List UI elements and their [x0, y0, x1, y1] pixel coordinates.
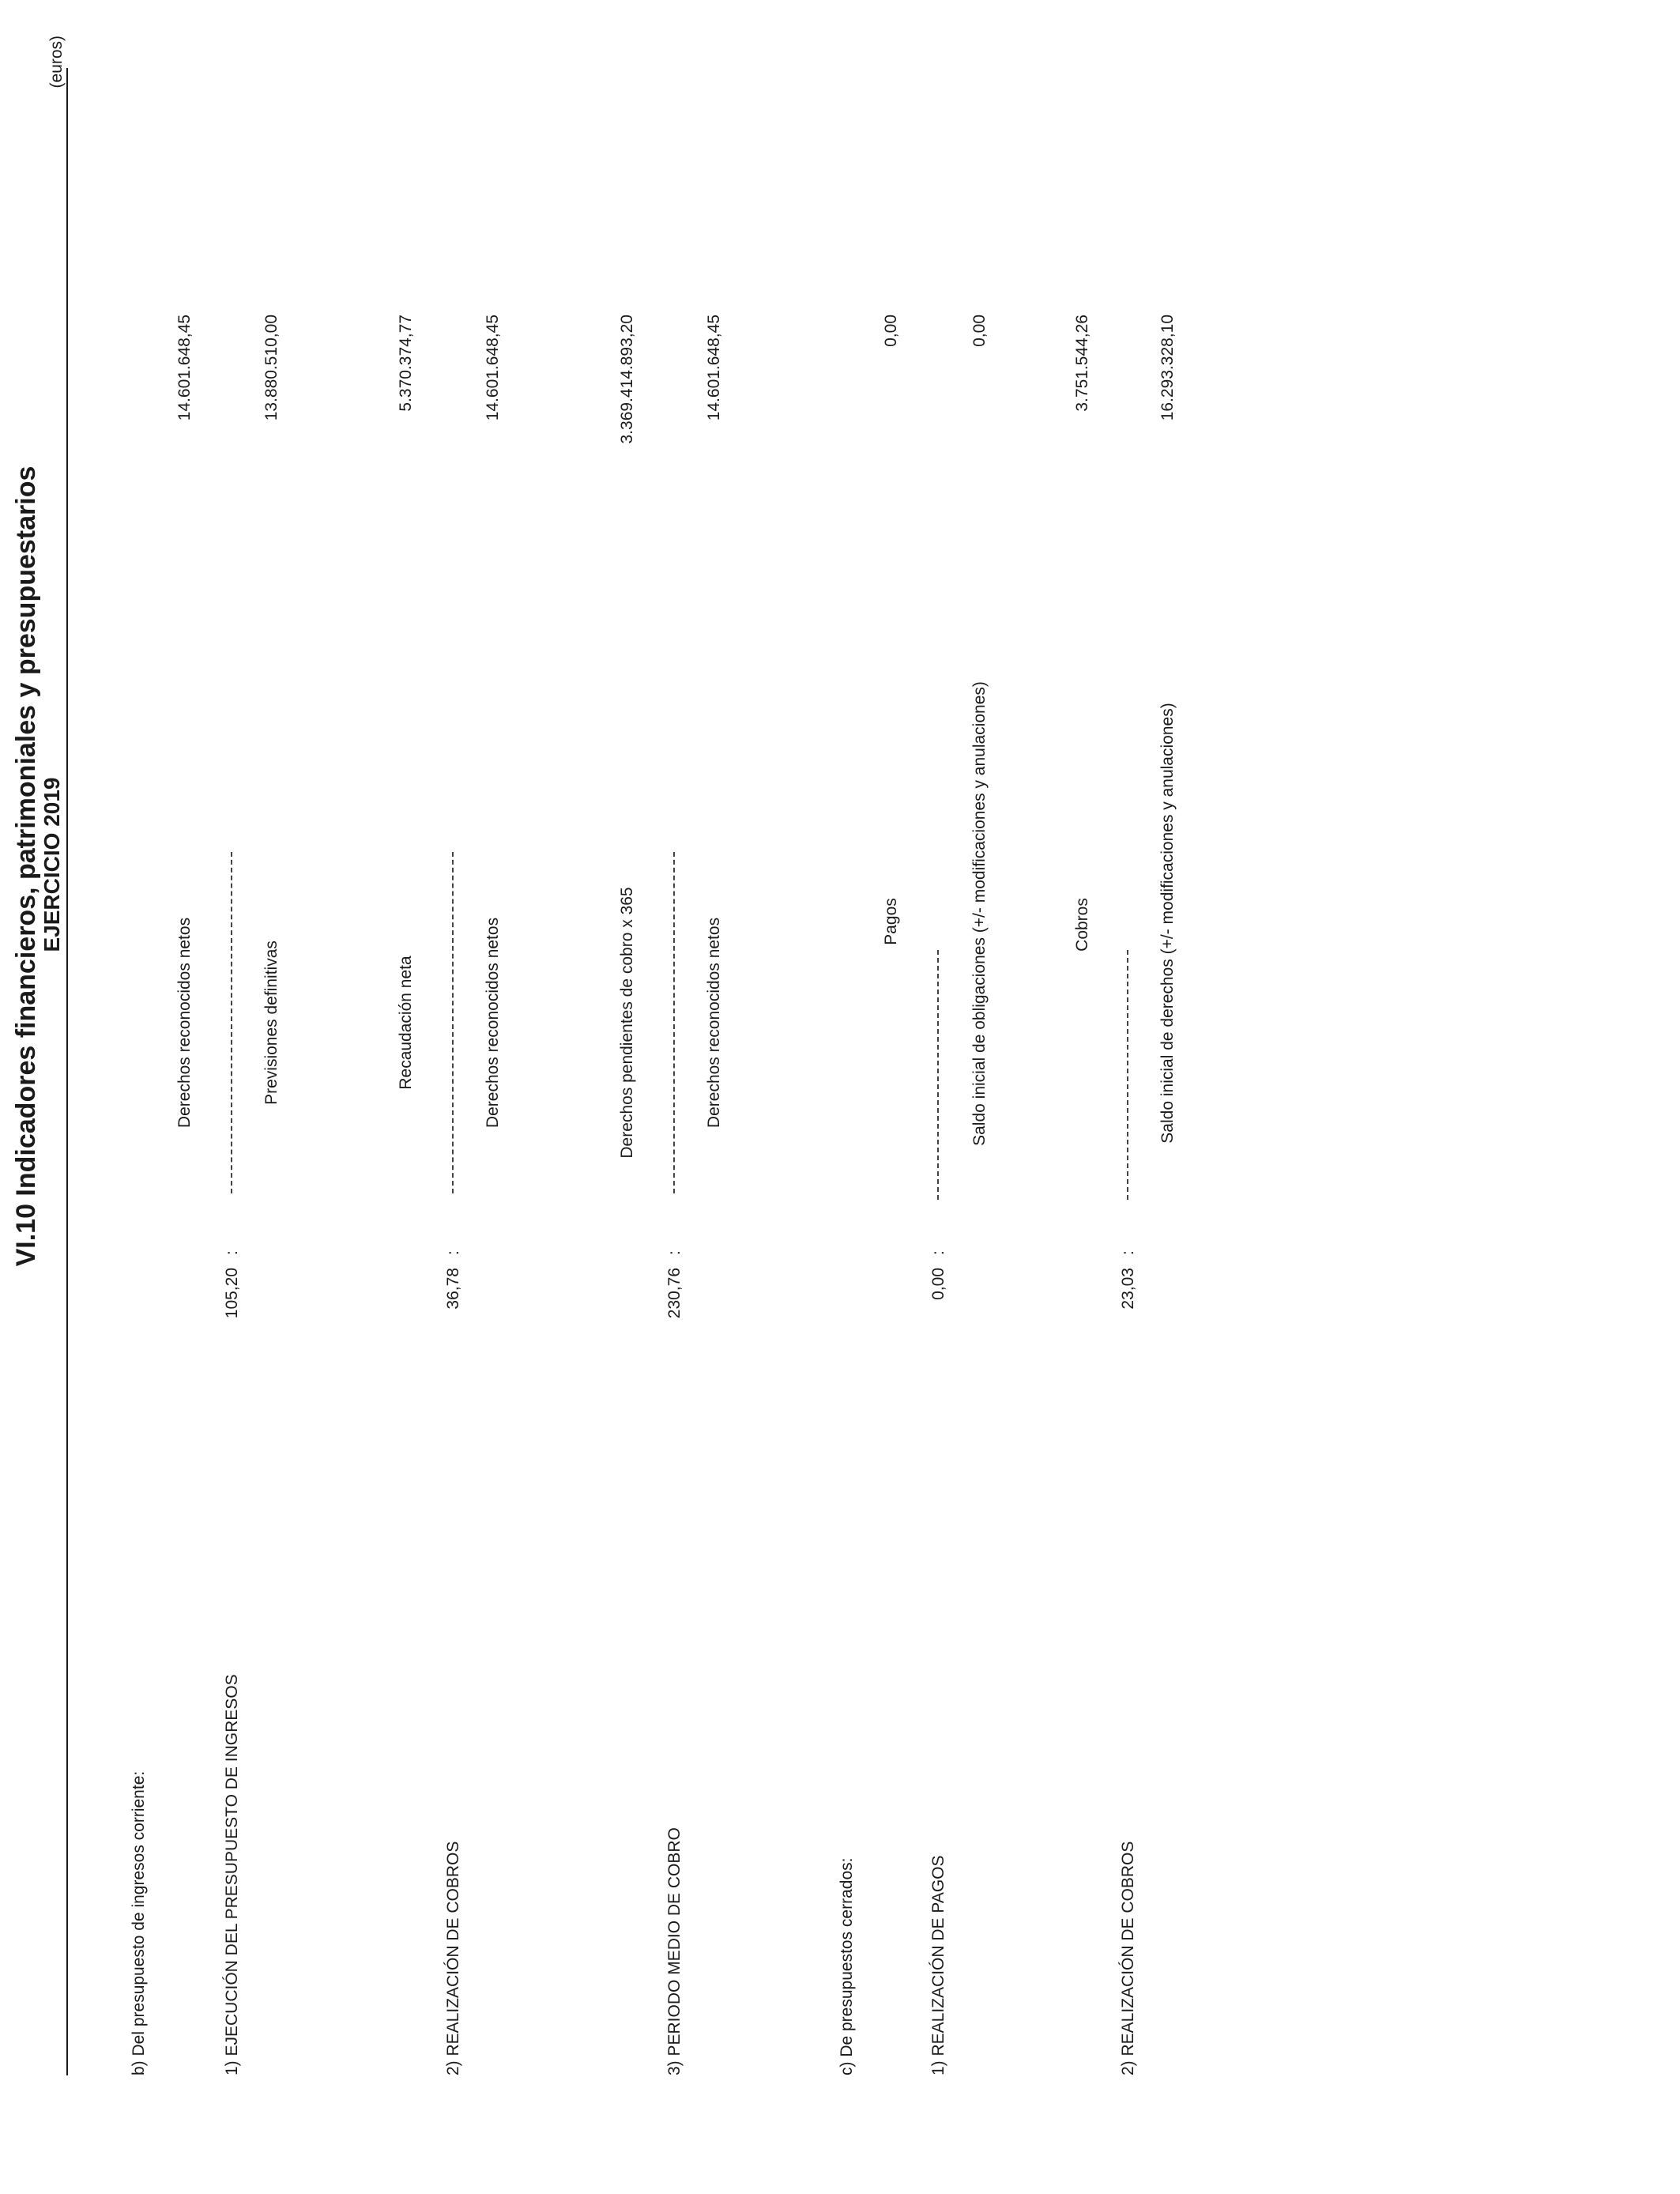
indicator-result: 230,76: [665, 1268, 684, 1319]
fraction-line: [937, 950, 939, 1200]
units-label: (euros): [47, 36, 66, 89]
indicator-label: 3) PERIODO MEDIO DE COBRO: [665, 1827, 684, 2075]
indicator-label: 2) REALIZACIÓN DE COBROS: [444, 1841, 462, 2075]
indicator-result: 23,03: [1119, 1268, 1137, 1310]
indicator-numerator: Cobros: [1073, 898, 1091, 952]
indicator-numerator: Pagos: [882, 898, 900, 945]
indicator-label: 1) REALIZACIÓN DE PAGOS: [929, 1855, 947, 2075]
indicator-denominator: Previsiones definitivas: [262, 941, 281, 1105]
indicator-numerator: Derechos pendientes de cobro x 365: [618, 887, 636, 1159]
section-c-heading: c) De presupuestos cerrados:: [838, 1857, 856, 2075]
indicator-label: 2) REALIZACIÓN DE COBROS: [1119, 1841, 1137, 2075]
indicator-label: 1) EJECUCIÓN DEL PRESUPUESTO DE INGRESOS: [223, 1674, 241, 2075]
denominator-value: 14.601.648,45: [484, 315, 502, 421]
numerator-value: 0,00: [882, 315, 900, 347]
numerator-value: 14.601.648,45: [175, 315, 194, 421]
fraction-line: [1127, 950, 1128, 1200]
fraction-line: [673, 852, 675, 1193]
indicator-numerator: Derechos reconocidos netos: [175, 917, 194, 1129]
numerator-value: 5.370.374,77: [397, 315, 415, 412]
indicator-denominator: Derechos reconocidos netos: [484, 917, 502, 1129]
denominator-value: 0,00: [970, 315, 989, 347]
indicator-result: 0,00: [929, 1268, 947, 1300]
denominator-value: 16.293.328,10: [1158, 315, 1177, 421]
indicator-numerator: Recaudación neta: [397, 956, 415, 1090]
indicator-colon: :: [1119, 1250, 1137, 1255]
denominator-value: 14.601.648,45: [705, 315, 723, 421]
indicator-colon: :: [665, 1250, 684, 1255]
report-title: VI.10 Indicadores financieros, patrimoniales y presupuestarios: [11, 466, 41, 1267]
fraction-line: [452, 852, 454, 1193]
numerator-value: 3.751.544,26: [1073, 315, 1091, 412]
report-subtitle: EJERCICIO 2019: [40, 777, 64, 952]
indicator-denominator: Saldo inicial de derechos (+/- modificaciones y anulaciones): [1158, 703, 1177, 1144]
header-rule: [66, 68, 68, 2075]
indicator-denominator: Derechos reconocidos netos: [705, 917, 723, 1129]
indicator-denominator: Saldo inicial de obligaciones (+/- modificaciones y anulaciones): [970, 681, 989, 1146]
indicator-colon: :: [929, 1250, 947, 1255]
numerator-value: 3.369.414.893,20: [618, 315, 636, 444]
denominator-value: 13.880.510,00: [262, 315, 281, 421]
fraction-line: [231, 852, 232, 1193]
indicator-result: 36,78: [444, 1268, 462, 1310]
indicator-colon: :: [444, 1250, 462, 1255]
section-b-heading: b) Del presupuesto de ingresos corriente:: [130, 1770, 148, 2075]
indicator-colon: :: [223, 1250, 241, 1255]
indicator-result: 105,20: [223, 1268, 241, 1319]
